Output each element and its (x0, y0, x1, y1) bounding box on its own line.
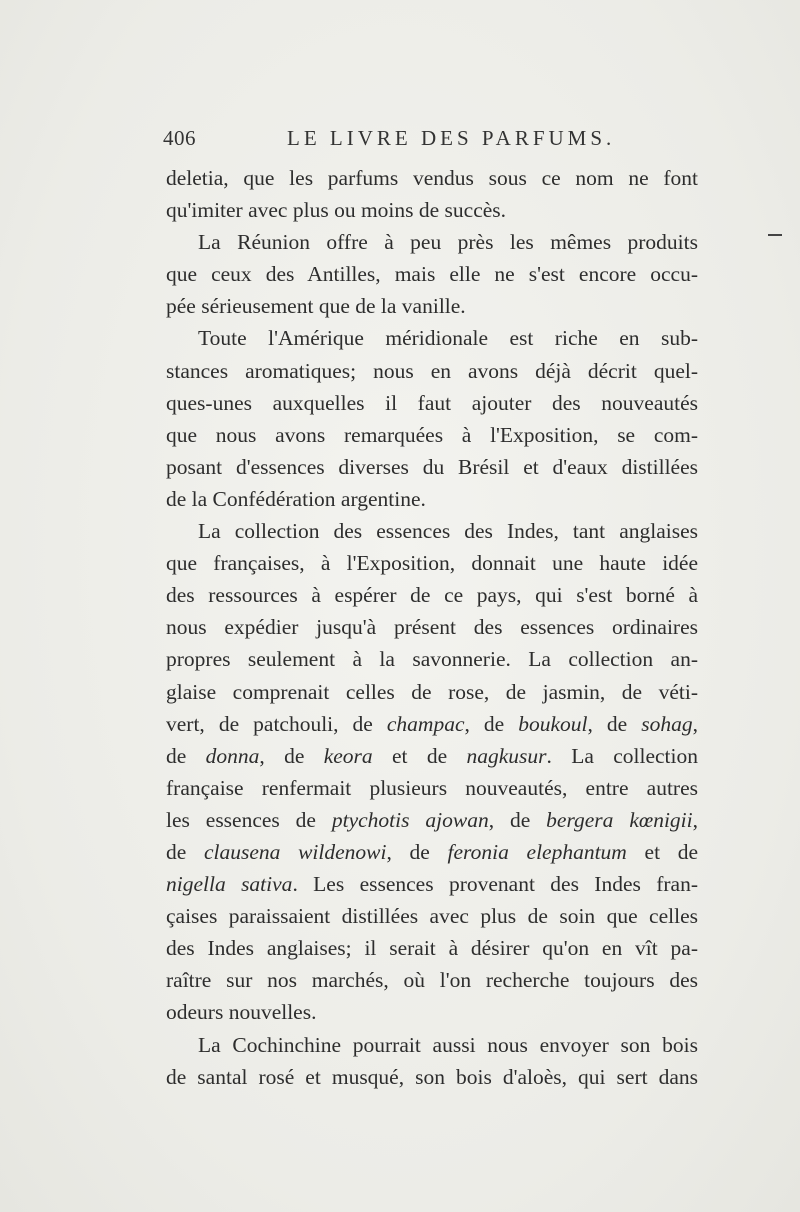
text-line (166, 162, 698, 194)
page-number: 406 (163, 126, 196, 150)
italic-term: boukoul (518, 711, 588, 736)
text-line (166, 708, 698, 740)
text-segment: La Réunion offre à peu près les mêmes produits (198, 230, 698, 255)
text-segment: çaises paraissaient distillées avec plus de soin que celles (166, 904, 698, 929)
italic-term: keora (323, 743, 373, 768)
text-segment: que ceux des Antilles, mais elle ne s'est encore occu- (166, 262, 698, 287)
italic-term: bergera kœnigii (546, 807, 693, 832)
text-line (166, 451, 698, 483)
text-segment: , (692, 807, 698, 832)
text-segment: et de (372, 743, 467, 768)
text-segment: . La collection (546, 743, 699, 768)
text-segment: française renfermait plusieurs nouveautés, entre autres (166, 775, 698, 800)
page-header (163, 124, 703, 156)
text-segment: que nous avons remarquées à l'Exposition, se com- (166, 422, 698, 447)
text-segment: , de (259, 743, 324, 768)
text-segment: La Cochinchine pourrait aussi nous envoyer son bois (198, 1032, 698, 1057)
text-segment: pée sérieusement que de la vanille. (166, 294, 466, 319)
text-line (166, 932, 698, 964)
text-segment: deletia, que les parfums vendus sous ce nom ne font (166, 166, 698, 190)
text-line (166, 515, 698, 547)
text-line (166, 547, 698, 579)
text-line (166, 804, 698, 836)
text-segment: des Indes anglaises; il serait à désirer qu'on en vît pa- (166, 936, 698, 961)
text-segment: de (166, 839, 204, 864)
text-segment: qu'imiter avec plus ou moins de succès. (166, 198, 507, 223)
text-segment: de la Confédération argentine. (166, 486, 426, 511)
text-line (166, 258, 698, 290)
text-segment: et de (626, 839, 699, 864)
text-segment: , de (488, 807, 547, 832)
text-line (166, 355, 698, 387)
text-line (166, 996, 698, 1028)
text-segment: ques-unes auxquelles il faut ajouter des nouveautés (166, 390, 698, 415)
text-line (166, 740, 698, 772)
text-segment: propres seulement à la savonnerie. La collection an- (166, 647, 698, 672)
text-segment: , de (386, 839, 448, 864)
text-line (166, 868, 698, 900)
text-segment: stances aromatiques; nous en avons déjà décrit quel- (166, 358, 698, 383)
text-line (166, 900, 698, 932)
text-line (166, 1029, 698, 1061)
text-line (166, 836, 698, 868)
text-line (166, 483, 698, 515)
italic-term: ptychotis ajowan (331, 807, 489, 832)
text-line (166, 676, 698, 708)
text-segment: , (692, 711, 699, 736)
text-line (166, 772, 698, 804)
text-line (166, 322, 698, 354)
italic-term: champac (386, 711, 465, 736)
text-segment: de (166, 743, 206, 768)
italic-term: sohag (641, 711, 693, 736)
text-line (166, 611, 698, 643)
margin-mark (768, 234, 782, 236)
text-segment: vert, de patchouli, de (166, 711, 387, 736)
text-line (166, 643, 698, 675)
text-line (166, 419, 698, 451)
text-line (166, 579, 698, 611)
text-segment: posant d'essences diverses du Brésil et d'eaux distillées (166, 454, 698, 479)
italic-term: feronia elephantum (447, 839, 627, 864)
text-line (166, 964, 698, 996)
italic-term: nigella sativa (166, 872, 293, 897)
text-segment: des ressources à espérer de ce pays, qui s'est borné à (166, 583, 698, 608)
text-line (166, 226, 698, 258)
text-line (166, 387, 698, 419)
text-segment: . Les essences provenant des Indes fran- (292, 872, 698, 897)
text-segment: , de (464, 711, 519, 736)
text-segment: La collection des essences des Indes, tant anglaises (198, 519, 698, 544)
italic-term: clausena wildenowi (203, 839, 387, 864)
italic-term: donna (205, 743, 260, 768)
italic-term: nagkusur (466, 743, 547, 768)
running-title: LE LIVRE DES PARFUMS. (287, 126, 616, 150)
text-line (166, 1061, 698, 1093)
text-segment: nous expédier jusqu'à présent des essences ordinaires (166, 615, 698, 640)
text-segment: que françaises, à l'Exposition, donnait une haute idée (166, 551, 698, 576)
text-segment: odeurs nouvelles. (166, 1000, 317, 1025)
text-segment: glaise comprenait celles de rose, de jasmin, de véti- (166, 679, 698, 704)
text-segment: les essences de (166, 807, 332, 832)
text-segment: Toute l'Amérique méridionale est riche en sub- (198, 326, 698, 351)
body-text (166, 162, 698, 1093)
text-segment: de santal rosé et musqué, son bois d'aloès, qui sert dans (166, 1064, 698, 1089)
text-segment: raître sur nos marchés, où l'on recherche toujours des (166, 968, 698, 993)
text-segment: , de (587, 711, 642, 736)
text-line (166, 194, 698, 226)
text-line (166, 290, 698, 322)
